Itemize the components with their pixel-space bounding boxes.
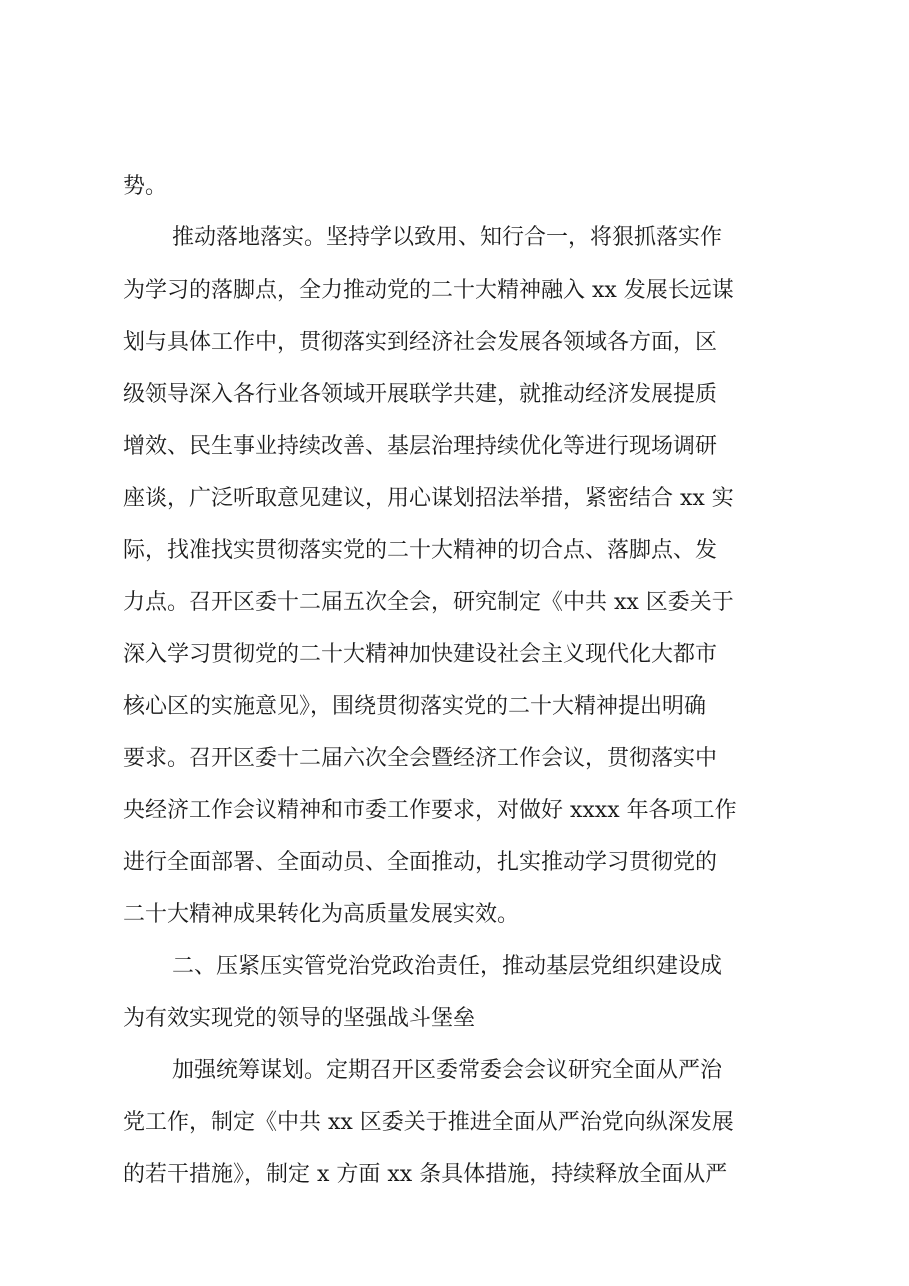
text-line-12: 要求。召开区委十二届六次全会暨经济工作会议，贯彻落实中 (123, 746, 718, 771)
text-line-15: 二十大精神成果转化为高质量发展实效。 (123, 902, 520, 927)
text-line-19: 党工作，制定《中共 xx 区委关于推进全面从严治党向纵深发展 (123, 1110, 734, 1135)
text-line-9: 力点。召开区委十二届五次全会，研究制定《中共 xx 区委关于 (123, 590, 734, 615)
text-line-6: 增效、民生事业持续改善、基层治理持续优化等进行现场调研 (123, 434, 718, 459)
text-line-10: 深入学习贯彻党的二十大精神加快建设社会主义现代化大都市 (123, 642, 718, 667)
text-line-3: 为学习的落脚点，全力推动党的二十大精神融入 xx 发展长远谋 (123, 278, 734, 303)
text-line-14: 进行全面部署、全面动员、全面推动，扎实推动学习贯彻党的 (123, 850, 718, 875)
text-line-1: 势。 (123, 174, 168, 199)
section-heading-line-1: 二、压紧压实管党治党政治责任，推动基层党组织建设成 (172, 954, 723, 979)
text-line-8: 际，找准找实贯彻落实党的二十大精神的切合点、落脚点、发 (123, 538, 718, 563)
text-line-2: 推动落地落实。坚持学以致用、知行合一，将狠抓落实作 (172, 225, 723, 250)
text-line-4: 划与具体工作中，贯彻落实到经济社会发展各领域各方面，区 (123, 330, 718, 355)
section-heading-line-2: 为有效实现党的领导的坚强战斗堡垒 (123, 1006, 476, 1031)
text-line-11: 核心区的实施意见》，围绕贯彻落实党的二十大精神提出明确 (123, 694, 707, 719)
text-line-5: 级领导深入各行业各领域开展联学共建，就推动经济发展提质 (123, 382, 718, 407)
text-line-7: 座谈，广泛听取意见建议，用心谋划招法举措，紧密结合 xx 实 (123, 486, 734, 511)
text-line-18: 加强统筹谋划。定期召开区委常委会会议研究全面从严治 (172, 1058, 723, 1083)
text-line-20: 的若干措施》，制定 x 方面 xx 条具体措施，持续释放全面从严 (123, 1162, 728, 1187)
text-line-13: 央经济工作会议精神和市委工作要求，对做好 xxxx 年各项工作 (123, 798, 737, 823)
